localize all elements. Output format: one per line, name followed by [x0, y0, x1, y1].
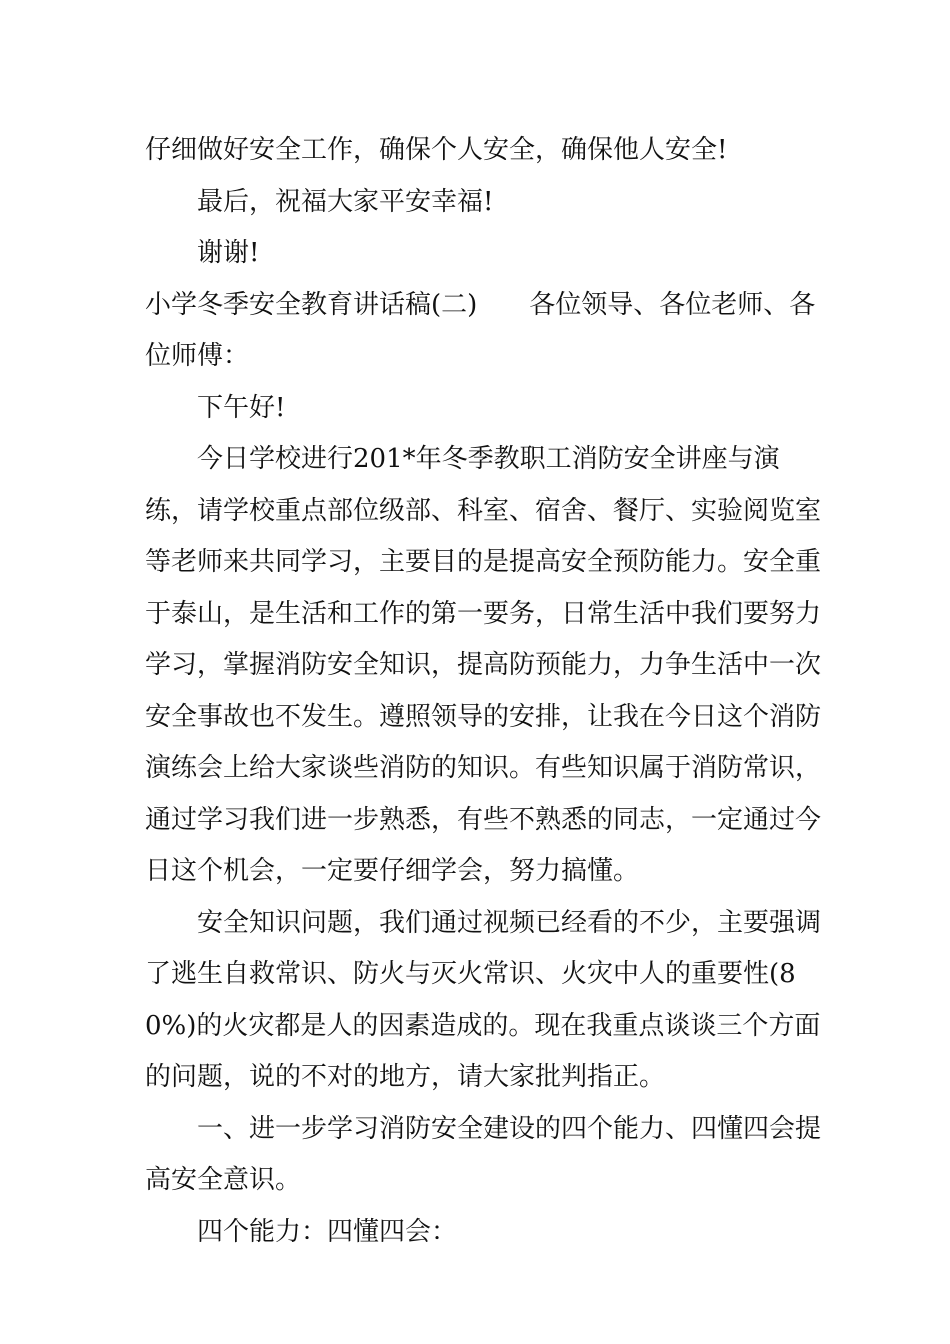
document-body [145, 125, 825, 1258]
paragraph-blessing: 最后，祝福大家平安幸福! [197, 186, 494, 217]
paragraph-speech-title-line [145, 280, 825, 383]
paragraph-four-abilities [145, 1207, 825, 1259]
four-abilities-label: 四个能力： [197, 1216, 328, 1247]
paragraph-safety-knowledge: 安全知识问题，我们通过视频已经看的不少，主要强调了逃生自救常识、防火与灭火常识、火灾中人的重要性(80%)的火灾都是人的因素造成的。现在我重点谈谈三个方面的问题，说的不对的地方，请大家批判指正。 [145, 907, 822, 1092]
paragraph-introduction: 今日学校进行201*年冬季教职工消防安全讲座与演练，请学校重点部位级部、科室、宿舍、餐厅、实验阅览室等老师来共同学习，主要目的是提高安全预防能力。安全重于泰山，是生活和工作的第一要务，日常生活中我们要努力学习，掌握消防安全知识，提高防预能力，力争生活中一次安全事故也不发生。遵照领导的安排，让我在今日这个消防演练会上给大家谈些消防的知识。有些知识属于消防常识，通过学习我们进一步熟悉，有些不熟悉的同志，一定通过今日这个机会，一定要仔细学会，努力搞懂。 [145, 444, 822, 886]
salutation: 各位领导、各位老师、各位师傅： [145, 289, 816, 371]
speech-title: 小学冬季安全教育讲话稿(二) [145, 289, 478, 320]
four-understand-label: 四懂四会： [327, 1216, 458, 1247]
paragraph-thanks: 谢谢! [197, 238, 260, 268]
paragraph-greeting: 下午好! [197, 392, 286, 423]
paragraph-section-one: 一、进一步学习消防安全建设的四个能力、四懂四会提高安全意识。 [145, 1113, 822, 1195]
paragraph-closing-line: 仔细做好安全工作，确保个人安全，确保他人安全! [145, 135, 728, 165]
